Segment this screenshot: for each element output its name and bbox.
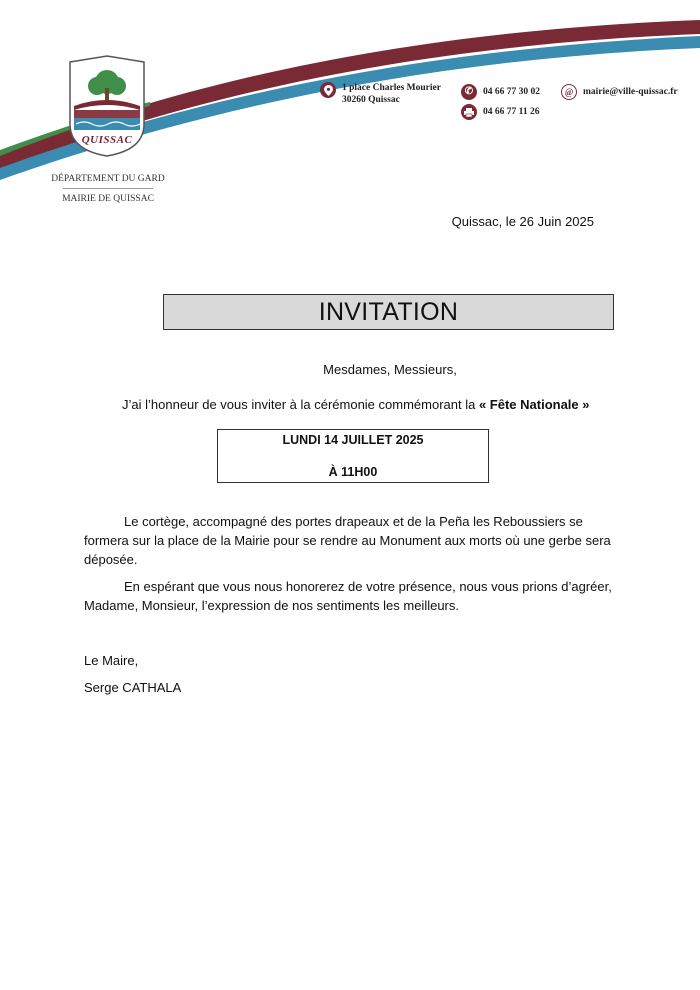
event-name: « Fête Nationale » xyxy=(478,397,590,412)
letter-date: Quissac, le 26 Juin 2025 xyxy=(451,214,594,229)
salutation: Mesdames, Messieurs, xyxy=(323,362,457,377)
department-label: DÉPARTEMENT DU GARD xyxy=(51,174,165,184)
invite-text: J’ai l’honneur de vous inviter à la cérémonie commémorant la xyxy=(122,397,479,412)
invitation-title: INVITATION xyxy=(163,294,614,330)
email-address[interactable]: mairie@ville-quissac.fr xyxy=(583,87,678,97)
phone-icon: ✆ xyxy=(461,84,477,100)
mairie-label: MAIRIE DE QUISSAC xyxy=(62,194,154,204)
signature-name: Serge CATHALA xyxy=(84,680,182,695)
address-block xyxy=(320,82,441,106)
location-pin-icon xyxy=(320,82,336,98)
paragraph-cortege: Le cortège, accompagné des portes drapeaux et de la Peña les Reboussiers se formera sur la place de la Mairie pour se rendre au Monument aux morts où une gerbe sera déposée. xyxy=(84,514,611,567)
invite-sentence xyxy=(122,397,590,412)
event-date: LUNDI 14 JUILLET 2025 xyxy=(282,433,424,447)
address-line-1: 1 place Charles Mourier xyxy=(342,83,441,93)
divider xyxy=(63,188,153,189)
phone-block xyxy=(461,84,540,100)
signature-role: Le Maire, xyxy=(84,653,139,668)
at-sign-icon: @ xyxy=(561,84,577,100)
logo-label: QUISSAC xyxy=(81,134,133,146)
paragraph-closing: En espérant que vous nous honorerez de votre présence, nous vous prions d’agréer, Madame, Monsieur, l’expression de nos sentiments les meilleurs. xyxy=(84,579,612,613)
email-block xyxy=(561,84,678,100)
event-time: À 11H00 xyxy=(328,465,378,479)
fax-icon xyxy=(461,104,477,120)
town-logo xyxy=(66,54,148,158)
event-details-box xyxy=(217,429,489,483)
address-line-2: 30260 Quissac xyxy=(342,95,400,105)
department-block xyxy=(40,174,176,204)
fax-number: 04 66 77 11 26 xyxy=(483,107,540,117)
phone-number: 04 66 77 30 02 xyxy=(483,87,540,97)
fax-block xyxy=(461,104,539,120)
